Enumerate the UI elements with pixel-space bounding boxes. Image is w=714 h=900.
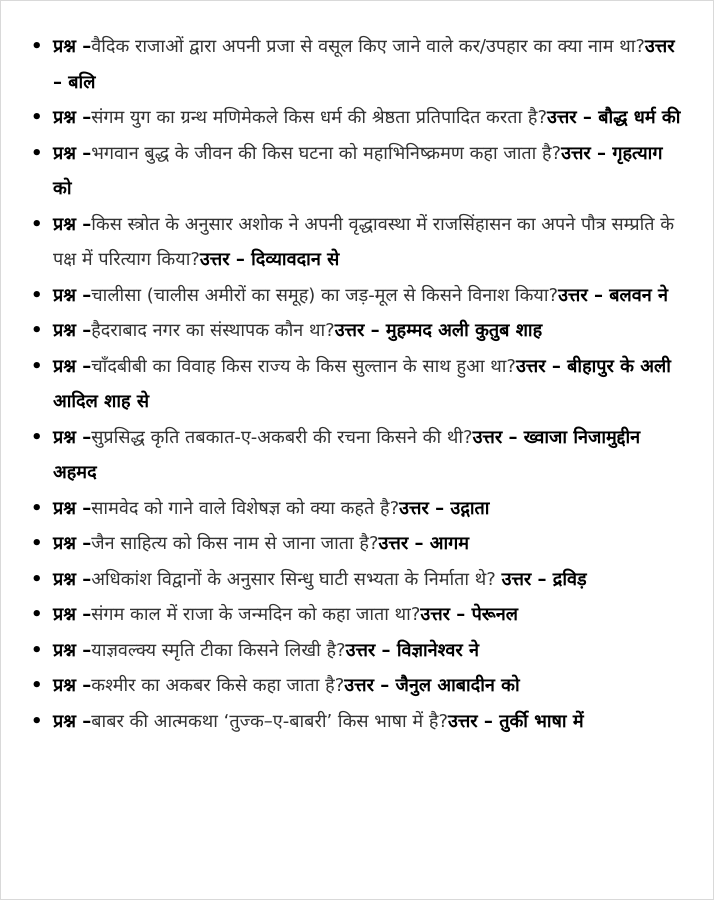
list-item	[29, 100, 683, 136]
bullet-icon: •	[31, 107, 43, 128]
bullet-icon: •	[31, 497, 43, 519]
list-item	[29, 29, 683, 100]
bullet-icon: •	[31, 568, 43, 590]
list-item	[29, 668, 683, 704]
list-item	[29, 207, 683, 278]
question-label: प्रश्न –	[53, 320, 92, 341]
question-label: प्रश्न –	[53, 284, 92, 306]
bullet-icon: •	[31, 639, 43, 661]
bullet-icon: •	[31, 36, 43, 57]
question-label: प्रश्न –	[53, 675, 92, 696]
answer-label: उत्तर –	[558, 284, 610, 306]
question-text: अधिकांश विद्वानों के अनुसार सिन्धु घाटी सभ्यता के निर्माता थे?	[91, 568, 502, 590]
list-item	[29, 349, 683, 420]
answer-label: उत्तर –	[501, 568, 553, 590]
question-text: भगवान बुद्ध के जीवन की किस घटना को महाभिनिष्क्रमण कहा जाता है?	[91, 142, 562, 164]
answer-text: उद्गाता	[450, 497, 490, 519]
question-text: चालीसा (चालीस अमीरों का समूह) का जड़-मूल से किसने विनाश किया?	[91, 284, 559, 306]
answer-text: दिव्यावदान से	[251, 249, 340, 270]
answer-text: ख्वाजा निजामुद्दीन अहमद	[53, 426, 641, 483]
answer-label: उत्तर –	[378, 533, 430, 554]
answer-label: उत्तर –	[515, 355, 568, 377]
bullet-icon: •	[31, 213, 43, 235]
question-label: प्रश्न –	[53, 639, 92, 661]
list-item	[29, 278, 683, 314]
list-item	[29, 491, 683, 527]
bullet-icon: •	[31, 284, 43, 306]
answer-label: उत्तर –	[53, 36, 675, 93]
answer-text: पेरूनल	[471, 604, 518, 625]
list-item	[29, 420, 683, 491]
answer-label: उत्तर –	[547, 107, 599, 128]
answer-label: उत्तर –	[561, 142, 613, 164]
answer-label: उत्तर –	[334, 320, 386, 341]
answer-text: बलि	[68, 71, 96, 93]
question-text: सुप्रसिद्ध कृति तबकात-ए-अकबरी की रचना किसने की थी?	[91, 426, 473, 448]
answer-text: आगम	[429, 533, 470, 554]
answer-text: गृहत्याग को	[53, 142, 663, 199]
question-text: संगम काल में राजा के जन्मदिन को कहा जाता था?	[91, 604, 421, 625]
bullet-icon: •	[31, 533, 43, 554]
question-text: हैदराबाद नगर का संस्थापक कौन था?	[91, 320, 335, 341]
question-label: प्रश्न –	[53, 568, 92, 590]
answer-label: उत्तर –	[344, 675, 396, 696]
question-label: प्रश्न –	[53, 355, 92, 377]
bullet-icon: •	[31, 710, 43, 732]
answer-text: द्रविड़	[552, 568, 587, 590]
list-item	[29, 313, 683, 349]
answer-text: बलवन ने	[609, 284, 669, 306]
answer-label: उत्तर –	[420, 604, 472, 625]
question-label: प्रश्न –	[53, 142, 92, 164]
question-label: प्रश्न –	[53, 36, 92, 57]
list-item	[29, 526, 683, 562]
answer-label: उत्तर –	[399, 497, 451, 519]
answer-text: तुर्की भाषा में	[499, 710, 584, 732]
question-text: चाँदबीबी का विवाह किस राज्य के किस सुल्तान के साथ हुआ था?	[91, 355, 516, 377]
question-text: बाबर की आत्मकथा ‘तुज्क–ए-बाबरी’ किस भाषा में है?	[91, 710, 448, 732]
bullet-icon: •	[31, 604, 43, 625]
question-label: प्रश्न –	[53, 426, 92, 448]
answer-label: उत्तर –	[199, 249, 252, 270]
question-text: कश्मीर का अकबर किसे कहा जाता है?	[91, 675, 345, 696]
list-item	[29, 136, 683, 207]
answer-text: बीहापुर के अली आदिल शाह से	[53, 355, 671, 412]
list-item	[29, 704, 683, 740]
answer-text: मुहम्मद अली कुतुब शाह	[385, 320, 543, 341]
bullet-icon: •	[31, 426, 43, 448]
question-text: वैदिक राजाओं द्वारा अपनी प्रजा से वसूल किए जाने वाले कर/उपहार का क्या नाम था?	[91, 36, 645, 57]
bullet-icon: •	[31, 355, 43, 377]
question-text: याज्ञवल्क्य स्मृति टीका किसने लिखी है?	[91, 639, 346, 661]
bullet-icon: •	[31, 320, 43, 341]
answer-label: उत्तर –	[448, 710, 500, 732]
question-label: प्रश्न –	[53, 604, 92, 625]
bullet-icon: •	[31, 142, 43, 164]
list-item	[29, 562, 683, 598]
question-text: संगम युग का ग्रन्थ मणिमेकले किस धर्म की श्रेष्ठता प्रतिपादित करता है?	[91, 107, 547, 128]
list-item	[29, 597, 683, 633]
list-item	[29, 633, 683, 669]
bullet-icon: •	[31, 675, 43, 696]
answer-label: उत्तर –	[345, 639, 397, 661]
question-label: प्रश्न –	[53, 533, 92, 554]
question-label: प्रश्न –	[53, 107, 92, 128]
answer-text: बौद्ध धर्म की	[598, 107, 681, 128]
answer-text: विज्ञानेश्वर ने	[396, 639, 479, 661]
question-text: किस स्त्रोत के अनुसार अशोक ने अपनी वृद्धावस्था में राजसिंहासन का अपने पौत्र सम्प्रति के पक्ष में परित्याग किया?	[53, 213, 675, 270]
question-answer-list	[1, 1, 713, 739]
answer-label: उत्तर –	[472, 426, 524, 448]
question-label: प्रश्न –	[53, 213, 92, 235]
question-text: जैन साहित्य को किस नाम से जाना जाता है?	[91, 533, 379, 554]
question-label: प्रश्न –	[53, 710, 92, 732]
question-label: प्रश्न –	[53, 497, 92, 519]
question-text: सामवेद को गाने वाले विशेषज्ञ को क्या कहते है?	[91, 497, 400, 519]
answer-text: जैनुल आबादीन को	[395, 675, 520, 696]
